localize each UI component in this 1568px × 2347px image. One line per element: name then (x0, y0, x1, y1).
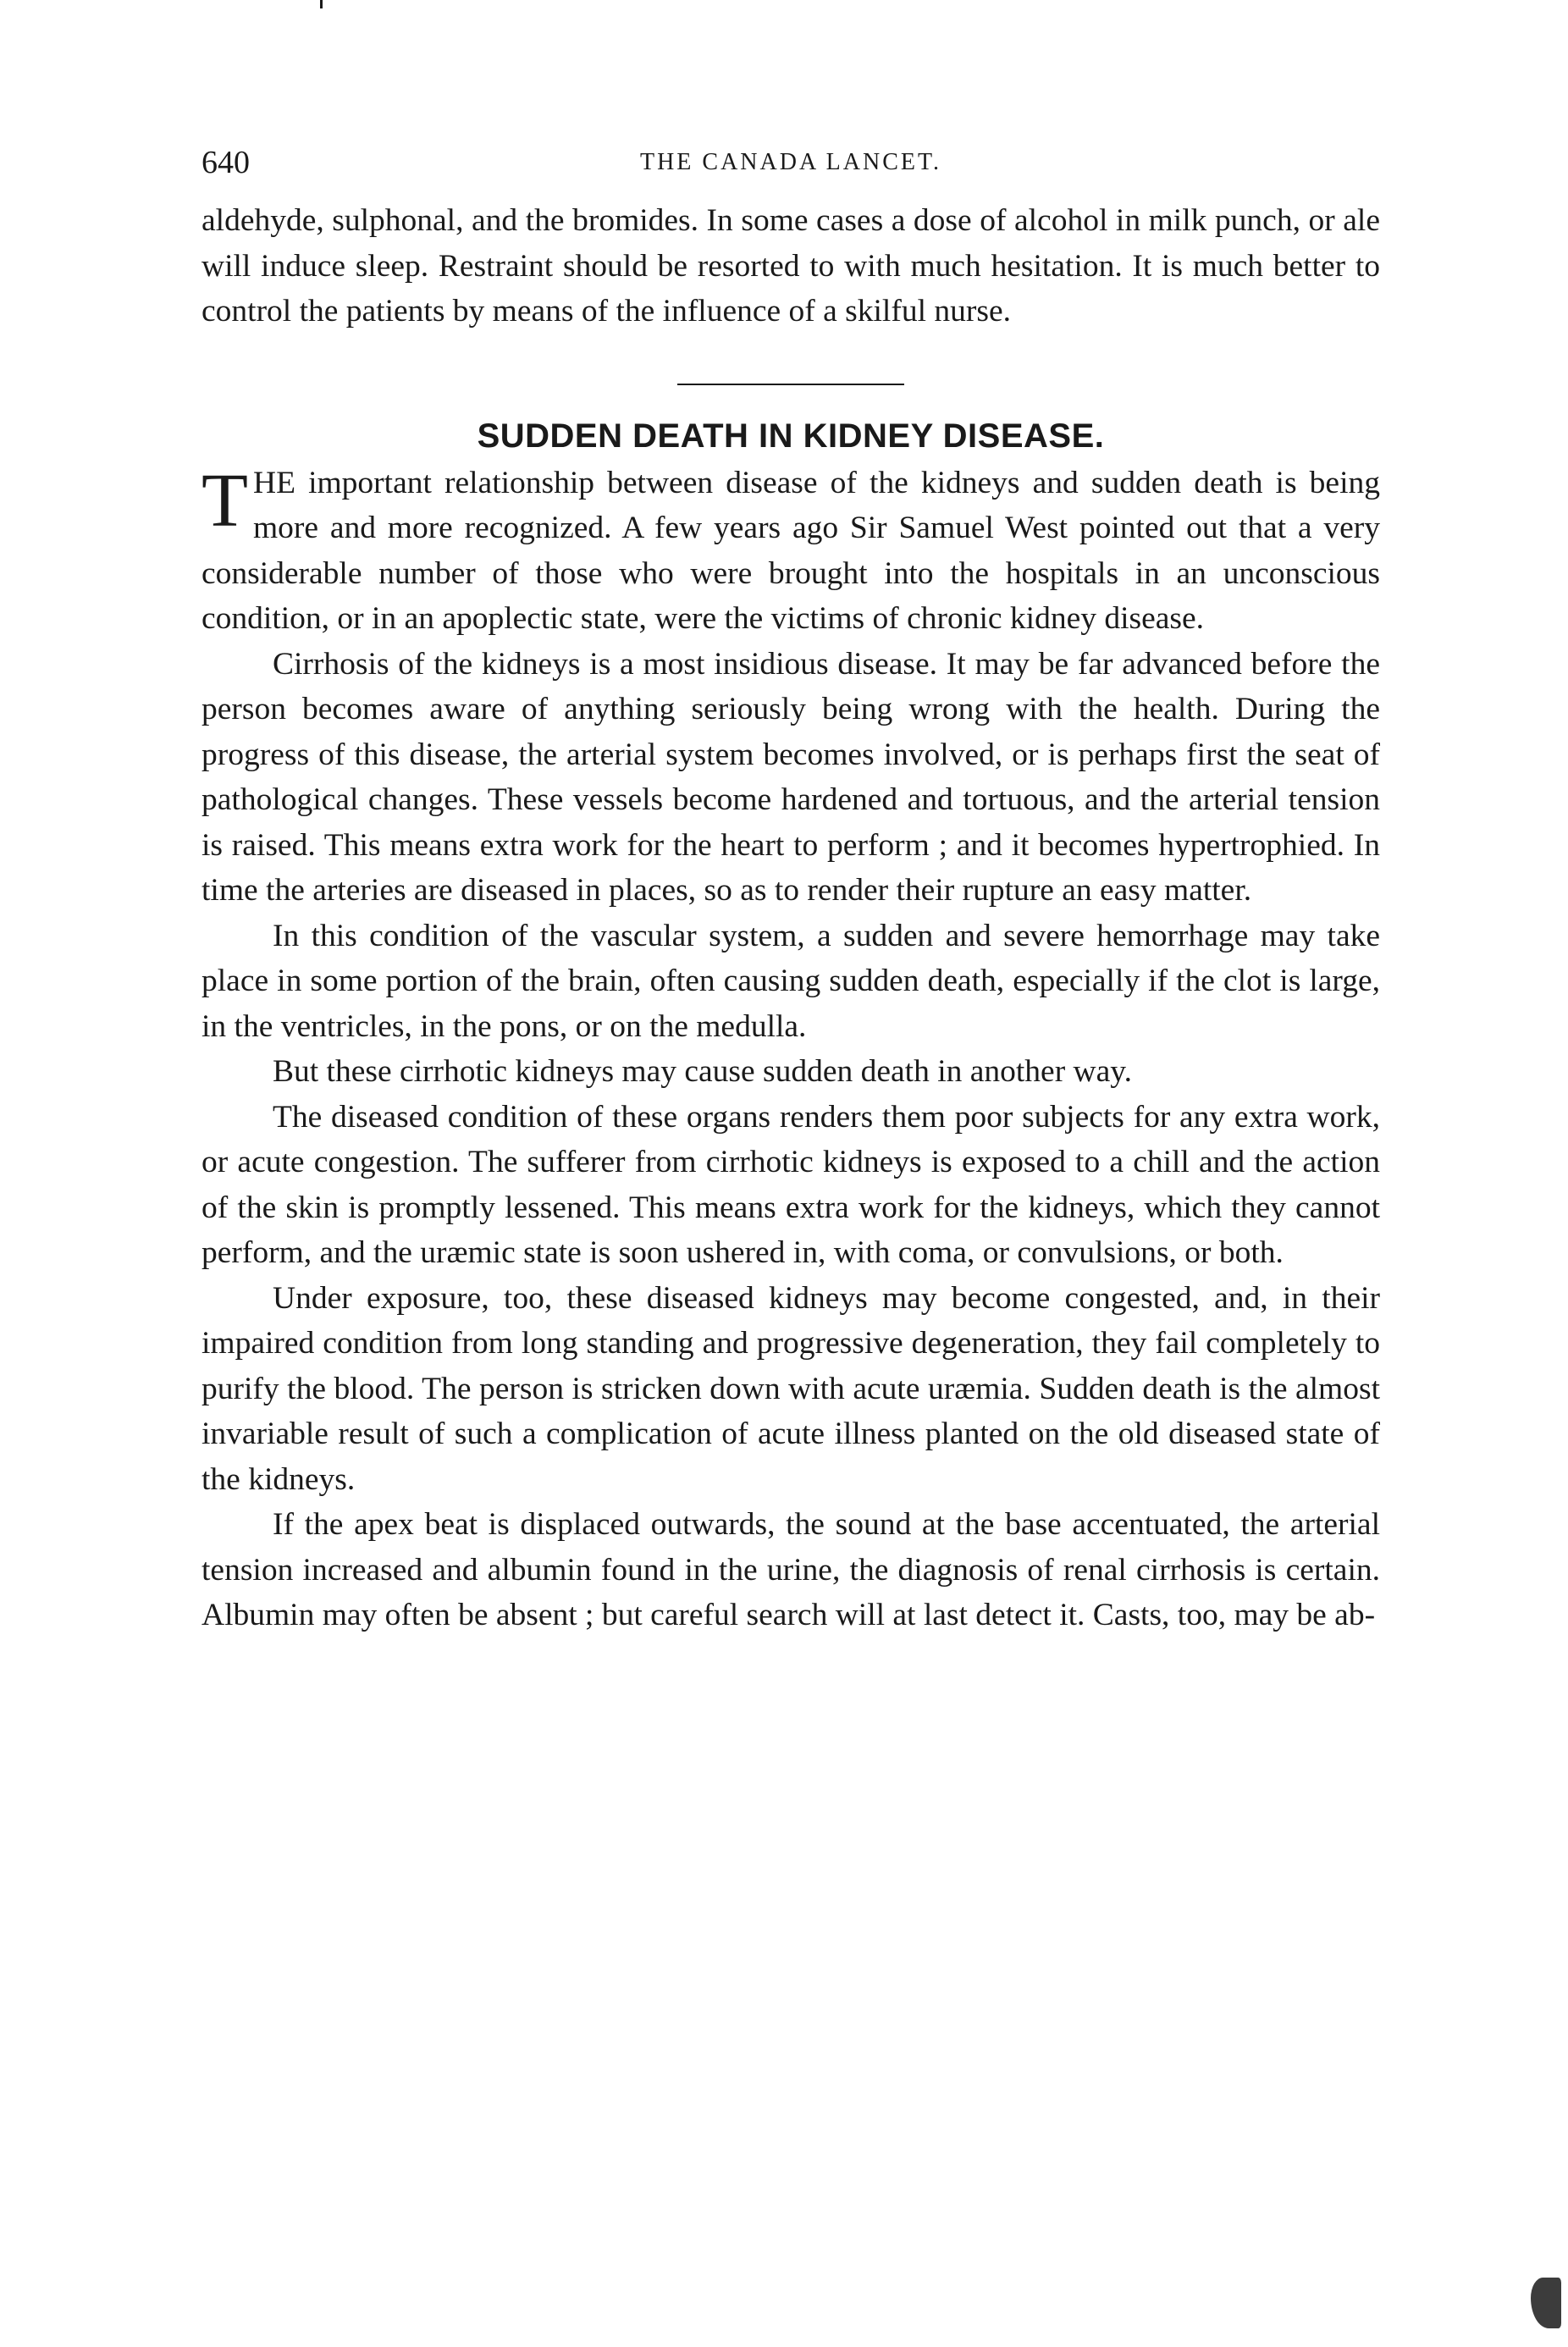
journal-title: THE CANADA LANCET. (639, 149, 941, 175)
article-paragraph-1 (202, 458, 1380, 642)
article-paragraph-2: Cirrhosis of the kidneys is a most insidious disease. It may be far advanced before the person becomes aware of anything seriously being wrong with the health. During the progress of this disease, the arterial system becomes involved, or is perhaps first the seat of pathological changes. These vessels become hardened and tortuous, and the arterial tension is raised. This means extra work for the heart to perform ; and it becomes hypertrophied. In time the arteries are diseased in places, so as to render their rupture an easy matter. (202, 646, 1380, 908)
scan-speck-corner (1531, 2278, 1561, 2328)
article-paragraph-3: In this condition of the vascular system, a sudden and severe hemorrhage may take place in some portion of the brain, often causing sudden death, especially if the clot is large, in the ventricles, in the pons, or on the medulla. (202, 918, 1380, 1044)
page-number: 640 (202, 145, 250, 180)
article-paragraph-6: Under exposure, too, these diseased kidneys may become congested, and, in their impaired condition from long standing and progressive degeneration, they fail completely to purify the blood. The person is stricken down with acute uræmia. Sudden death is the almost invariable result of such a complication of acute illness planted on the old diseased state of the kidneys. (202, 1280, 1380, 1497)
article-paragraph-5: The diseased condition of these organs renders them poor subjects for any extra work, or acute congestion. The sufferer from cirrhotic kidneys is exposed to a chill and the action of the skin is promptly lessened. This means extra work for the kidneys, which they cannot perform, and the uræmic state is soon ushered in, with coma, or convulsions, or both. (202, 1099, 1380, 1270)
section-divider (677, 384, 904, 385)
book-page (202, 144, 1380, 1638)
drop-cap: T (202, 458, 248, 543)
article-title: SUDDEN DEATH IN KIDNEY DISEASE. (477, 417, 1105, 455)
scan-speck-top (320, 0, 323, 8)
article-paragraph-4: But these cirrhotic kidneys may cause sudden death in another way. (273, 1054, 1132, 1089)
article-paragraph-1-text: HE important relationship between disease of the kidneys and sudden death is being more and more recognized. A few years ago Sir Samuel West pointed out that a very considerable number of those who were brought into the hospitals in an unconscious condition, or in an apoplectic state, were the victims of chronic kidney disease. (202, 465, 1380, 636)
article-paragraph-7: If the apex beat is displaced outwards, the sound at the base accentuated, the arterial tension increased and albumin found in the urine, the diagnosis of renal cirrhosis is certain. Albumin may often be absent ; but careful search will at last detect it. Casts, too, may be ab- (202, 1507, 1380, 1632)
intro-paragraph: aldehyde, sulphonal, and the bromides. In some cases a dose of alcohol in milk punch, or ale will induce sleep. Restraint should be resorted to with much hesitation. It is much better to control the patients by means of the influence of a skilful nurse. (202, 203, 1380, 329)
running-head (202, 144, 1380, 195)
